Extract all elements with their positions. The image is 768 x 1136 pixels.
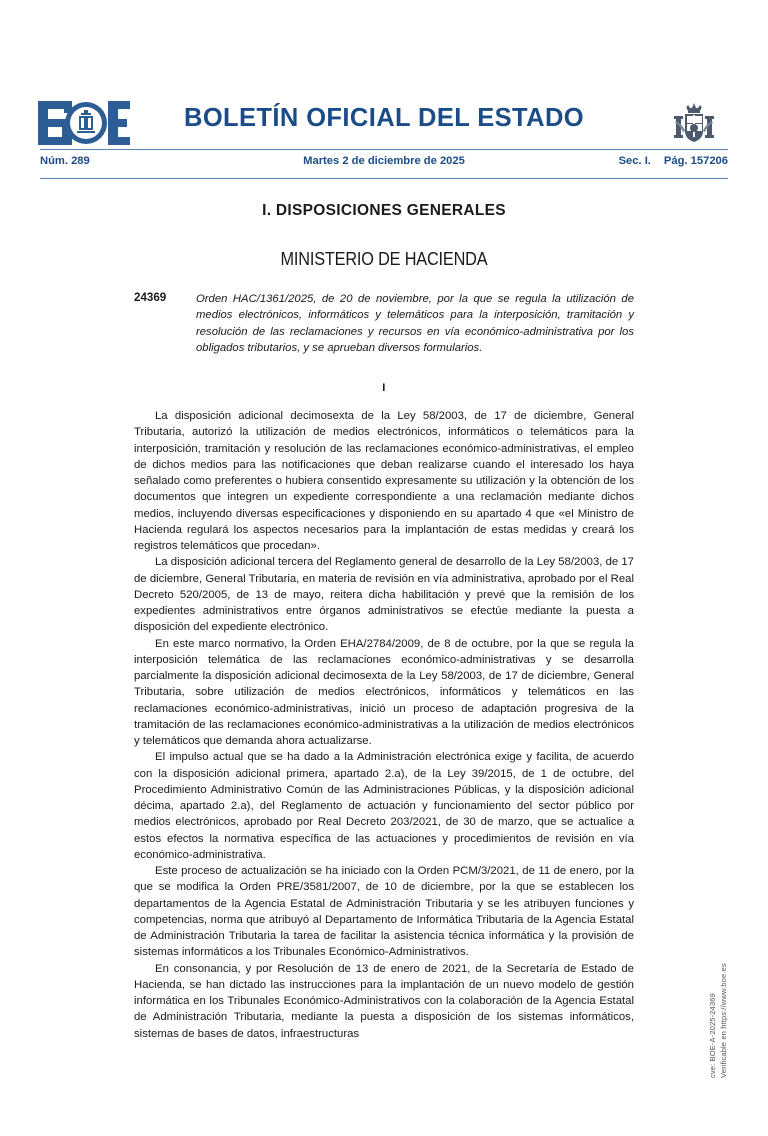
body-paragraph: El impulso actual que se ha dado a la Administración electrónica exige y facilita, de acuerdo con la disposición adicional primera, apartado 2.a), de la Ley 39/2015, de 1 de octubre, del Procedimiento Administrativo Común de las Administraciones Públicas, y la disposición adicional décima, apartado 2.a), del Reglamento de actuación y funcionamiento del sector público por medios electrónicos, aprobado por Real Decreto 203/2021, de 30 de marzo, que se actualice a estos efectos la normativa específica de las actuaciones y procedimientos de revisión en vía económico-administrativa. <box>134 751 634 861</box>
issue-date: Martes 2 de diciembre de 2025 <box>303 155 465 167</box>
body-paragraph: La disposición adicional decimosexta de la Ley 58/2003, de 17 de diciembre, General Tributaria, autorizó la utilización de medios electrónicos, informáticos o telemáticos para la interposición, tramitación y resolución de las reclamaciones económico-administrativas, el empleo de dichos medios para las notificaciones que deban realizarse cuando el interesado los haya señalado como preferentes o hubiera consentido expresamente su utilización y la obtención de los documentos que integren un expediente correspondiente a una reclamación mediante dichos medios, incluyendo diversas especificaciones y disponiendo en su apartado 4 que «el Ministro de Hacienda regulará los aspectos necesarios para la implantación de estas medidas y creará los registros telemáticos que procedan». <box>134 410 634 552</box>
header-rule-top <box>40 149 728 150</box>
page-title: I. DISPOSICIONES GENERALES <box>262 202 506 219</box>
header-info-strip <box>40 155 728 175</box>
spain-coat-of-arms-icon <box>672 101 716 147</box>
disposition-entry <box>134 291 634 356</box>
body-paragraph: La disposición adicional tercera del Reglamento general de desarrollo de la Ley 58/2003, de 17 de diciembre, General Tributaria, en materia de revisión en vía administrativa, aprobado por el Real Decreto 520/2005, de 13 de mayo, reitera dicha habilitación y prevé que la remisión de los expedientes administrativos entre órganos administrativos se efectúe mediante la puesta a disposición del expediente electrónico. <box>134 556 634 634</box>
disposition-number: 24369 <box>134 291 167 304</box>
header-rule-bottom <box>40 178 728 179</box>
roman-numeral-separator: I <box>382 382 386 394</box>
disposition-summary: Orden HAC/1361/2025, de 20 de noviembre, por la que se regula la utilización de medios electrónicos, informáticos y telemáticos para la interposición, tramitación y resolución de las reclamaciones y recursos en vía económico-administrativa por los obligados tributarios, y se aprueban diversos formularios. <box>196 293 634 354</box>
ministry-heading: MINISTERIO DE HACIENDA <box>280 248 488 269</box>
document-body <box>134 382 634 1042</box>
body-paragraph: En este marco normativo, la Orden EHA/2784/2009, de 8 de octubre, por la que se regula la interposición telemática de las reclamaciones económico-administrativas y se desarrolla parcialmente la disposición adicional decimosexta de la Ley 58/2003, de 17 de diciembre, General Tributaria, sobre utilización de medios electrónicos, informáticos y telemáticos en las reclamaciones económico-administrativas, inició un proceso de adaptación progresiva de la tramitación de las reclamaciones económico-administrativas a la utilización de medios electrónicos y telemáticos que demanda ahora actualizarse. <box>134 637 634 747</box>
page-label: Pág. 157206 <box>663 155 728 167</box>
masthead-title: BOLETÍN OFICIAL DEL ESTADO <box>184 104 584 132</box>
body-paragraph: Este proceso de actualización se ha iniciado con la Orden PCM/3/2021, de 11 de enero, por la que se modifica la Orden PRE/3581/2007, de 10 de diciembre, por la que se establecen los departamentos de la Agencia Estatal de Administración Tributaria y se les atribuyen funciones y competencias, norma que atribuyó al Departamento de Informática Tributaria de la Agencia Estatal de Administración Tributaria la tarea de facilitar la asistencia técnica informática y la provisión de sistemas informáticos a los Tribunales Económico-Administrativos. <box>134 865 634 959</box>
cve-code: cve: BOE-A-2025-24369 <box>708 993 717 1078</box>
issue-number: Núm. 289 <box>40 155 90 167</box>
body-paragraph: En consonancia, y por Resolución de 13 de enero de 2021, de la Secretaría de Estado de Hacienda, se han dictado las instrucciones para la implantación de un nuevo modelo de gestión informática en los Tribunales Económico-Administrativos con la colaboración de la Agencia Estatal de Administración Tributaria, mediante la puesta a disposición de los sistemas informáticos, sistemas de bases de datos, infraestructuras <box>134 962 634 1040</box>
section-label: Sec. I. <box>618 155 651 167</box>
verification-sidebar <box>708 893 734 1078</box>
section-page-info <box>619 155 728 167</box>
verification-url: Verificable en https://www.boe.es <box>719 963 728 1078</box>
masthead <box>0 0 768 145</box>
